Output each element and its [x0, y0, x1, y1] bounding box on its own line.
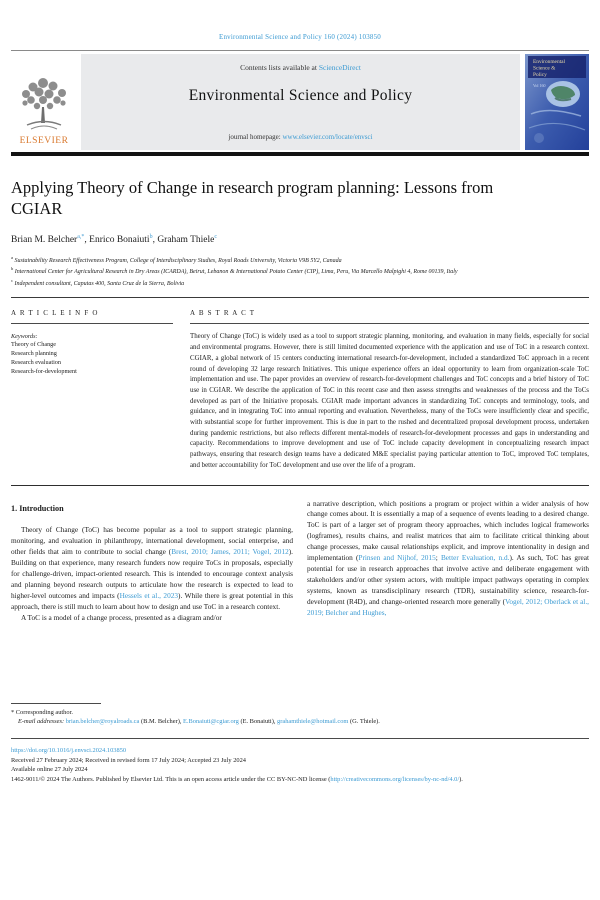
- introduction-heading: 1. Introduction: [11, 503, 64, 513]
- affiliation-marker: c: [11, 277, 13, 283]
- affiliation-line: [11, 277, 589, 289]
- intro-paragraph: [307, 499, 589, 619]
- text-run: ). As such, ToC has great potential for use in research approaches that involve active and deliberate engagement with stakeholders and/or other system actors, with multiple impact pathways operating in complex systems, known as transdisciplinary research (TDR), sustainability science, research-for-development (R4D), and change-oriented research more generally (: [307, 553, 590, 606]
- contents-line: [81, 63, 520, 72]
- author-affiliation-marker[interactable]: c: [214, 233, 218, 240]
- homepage-line: [81, 133, 520, 141]
- author-name[interactable]: Graham Thiele: [157, 234, 215, 245]
- journal-cover-art: [525, 54, 589, 150]
- abstract-text: Theory of Change (ToC) is widely used as a tool to support strategic planning, monitoring, and evaluation in many fields, especially for social and environmental programs. However, there is still limited documented experience with the application and use of ToC in a research context. CGIAR, a global network of 15 centers conducting international research-for-development, included a standardized ToC approach in a recent round of developing 32 large research Initiatives. This unique experience offers an ideal opportunity to learn from organization-scale ToC implementation and use. The paper provides an overview of research-for-development challenges and ToC concepts and a brief history of ToC use in CGIAR. We describe the application of ToC in this recent case and then assess strengths and weaknesses of the process and the ToCs developed as part of the Initiative proposals. CGIAR made important advances in standardizing ToC concepts and terminology, tools, and guidance, and in integrating ToC into annual reporting and evaluation. Nevertheless, many of the ToCs were insufficiently clear and specific, with substantial scope for further improvement. This is due in part to the rushed and decentralized proposal development process, undertaken during pandemic restrictions, but also reflects different mental-models of research-for-development processes and gaps in understanding and capacity. Recommendations to improve development and use of ToC include capacity development in conceptualizing research impact pathways, ensuring that research design teams have a dedicated M&E specialist paying particular attention to ToC, improved ToC templates, and better accountability for ToC development and use over the life of a program.: [190, 333, 589, 469]
- affiliation-line: [11, 254, 589, 266]
- article-title: Applying Theory of Change in research program planning: Lessons from CGIAR: [11, 177, 494, 218]
- affiliation-marker: b: [11, 266, 14, 272]
- text-run: ). Building on that experience, many research funders now require ToCs in proposals, especially for challenge-driven, impact-oriented research. This is intended to encourage context analysis and planning beyond research outputs to articulate how the research is expected to lead to higher-level outcomes and impacts (: [11, 547, 294, 600]
- intro-paragraph: A ToC is a model of a change process, presented as a diagram and/or: [21, 612, 222, 622]
- article-footer: [11, 738, 589, 784]
- text-run: (B.M. Belcher),: [139, 717, 184, 725]
- contents-prefix: Contents lists available at: [240, 63, 319, 72]
- inline-link[interactable]: Prinsen and Nijhof, 2015: [358, 553, 436, 563]
- top-divider: [11, 50, 589, 51]
- sciencedirect-link[interactable]: ScienceDirect: [318, 63, 361, 72]
- text-run: a narrative description, which positions a program or project within a wider analysis of how change comes about. It is essentially a map of a sequence of events leading to a desired change. ToC is part of a larger set of program theory approaches, which includes logical frameworks (logframes), results chains, and realist matrices that aim to facilitate critical thinking about change processes, make causal relationships explicit, and improve intentionality in design and implementation (: [307, 498, 589, 563]
- affiliation-text: Independent consultant, Caputas 400, Santa Cruz de la Sierra, Bolivia: [13, 280, 185, 287]
- received-dates: Received 27 February 2024; Received in revised form 17 July 2024; Accepted 23 July 2024: [11, 756, 246, 764]
- affiliations: [11, 254, 589, 289]
- text-run: (G. Thiele).: [348, 717, 380, 725]
- journal-name: Environmental Science and Policy: [188, 87, 413, 104]
- intro-paragraph: [11, 525, 293, 612]
- text-run: ;: [435, 553, 441, 563]
- homepage-link[interactable]: www.elsevier.com/locate/envsci: [282, 133, 373, 141]
- available-online: Available online 27 July 2024: [11, 766, 88, 774]
- inline-link[interactable]: Vogel, 2012; Oberlack et al., 2019; Belcher and Hughes,: [307, 596, 589, 617]
- text-run: ). While there is great potential in this approach, there is still much to learn about how to design and use ToC in a research context.: [11, 590, 293, 611]
- abstract-heading: A B S T R A C T: [190, 309, 256, 318]
- author-line: [11, 234, 589, 245]
- inline-link[interactable]: Brest, 2010; James, 2011; Vogel, 2012: [171, 547, 289, 557]
- elsevier-logo: [11, 54, 77, 150]
- affiliation-marker: a: [11, 254, 13, 260]
- author-separator: ,: [152, 234, 158, 245]
- email-addresses-line: [11, 717, 589, 726]
- journal-citation-header[interactable]: Environmental Science and Policy 160 (2024) 103850: [218, 33, 382, 41]
- journal-cover-thumbnail: [525, 54, 589, 150]
- text-run: (E. Bonaiuti),: [238, 717, 278, 725]
- abstract-column: [190, 298, 589, 471]
- cover-title-line1: Environmental: [533, 59, 566, 65]
- elsevier-tree-icon: [17, 73, 71, 135]
- text-run: 1462-9011/© 2024 The Authors. Published by Elsevier Ltd. This is an open access article under the CC BY-NC-ND license (: [11, 775, 331, 783]
- footnote-rule: [11, 703, 101, 704]
- inline-link[interactable]: E.Bonaiuti@cgiar.org: [183, 717, 239, 725]
- journal-header-box: [81, 54, 520, 150]
- text-run: ).: [459, 775, 463, 783]
- body-columns: [11, 499, 589, 695]
- heading-rule: [190, 323, 589, 324]
- author-name[interactable]: Brian M. Belcher: [11, 234, 78, 245]
- journal-masthead: [11, 54, 589, 150]
- doi-link[interactable]: https://doi.org/10.1016/j.envsci.2024.103850: [11, 746, 127, 754]
- cover-title-line3: Policy: [533, 72, 547, 78]
- inline-link[interactable]: grahamthiele@hotmail.com: [277, 717, 349, 725]
- author-name[interactable]: Enrico Bonaiuti: [89, 234, 150, 245]
- homepage-prefix: journal homepage:: [228, 133, 283, 141]
- affiliation-text: International Center for Agricultural Research in Dry Areas (ICARDA), Beirut, Lebanon & International Potato Center (CIP), Lima, Peru, Via Marcello Malpighi 4, Rome 00139, Italy: [13, 269, 458, 276]
- copyright-license-line: [11, 775, 589, 785]
- svg-text:Vol 160: Vol 160: [533, 83, 546, 88]
- article-info-column: [11, 298, 173, 471]
- article-info-heading: A R T I C L E I N F O: [11, 309, 99, 318]
- keyword: Theory of Change: [11, 341, 57, 349]
- corresponding-author-note: * Corresponding author.: [11, 708, 73, 716]
- keywords-label: Keywords:: [11, 333, 38, 341]
- author-affiliation-marker[interactable]: b: [149, 233, 153, 240]
- body-left-column: [11, 499, 293, 695]
- heading-rule: [11, 323, 173, 324]
- keyword: Research planning: [11, 350, 57, 358]
- keyword: Research-for-development: [11, 367, 77, 375]
- keyword: Research evaluation: [11, 359, 61, 367]
- article-page: [0, 33, 600, 784]
- author-separator: ,: [84, 234, 90, 245]
- affiliation-line: [11, 265, 589, 277]
- text-run: E-mail addresses:: [18, 717, 66, 725]
- cover-title-line2: Science &: [533, 65, 556, 72]
- author-affiliation-marker[interactable]: a,*: [77, 233, 85, 240]
- text-run: Theory of Change (ToC) has become popular as a tool to support strategic planning, monitoring, and evaluation in philanthropy, international development, social enterprise, and other fields that aim to contribute to social change (: [11, 525, 293, 557]
- abstract-bottom-divider: [11, 485, 589, 486]
- inline-link[interactable]: Better Evaluation, n.d.: [440, 553, 510, 563]
- body-right-column: [307, 499, 589, 695]
- info-abstract-section: [11, 298, 589, 471]
- footnote-block: [11, 703, 589, 726]
- inline-link[interactable]: http://creativecommons.org/licenses/by-nc-nd/4.0/: [330, 775, 460, 783]
- inline-link[interactable]: brian.belcher@royalroads.ca: [65, 717, 140, 725]
- inline-link[interactable]: Hessels et al., 2023: [119, 590, 179, 600]
- elsevier-wordmark: ELSEVIER: [19, 136, 69, 146]
- masthead-divider-bar: [11, 152, 589, 156]
- affiliation-text: Sustainability Research Effectiveness Program, College of Interdisciplinary Studies, Royal Roads University, Victoria V9B 5Y2, Canada: [13, 257, 342, 264]
